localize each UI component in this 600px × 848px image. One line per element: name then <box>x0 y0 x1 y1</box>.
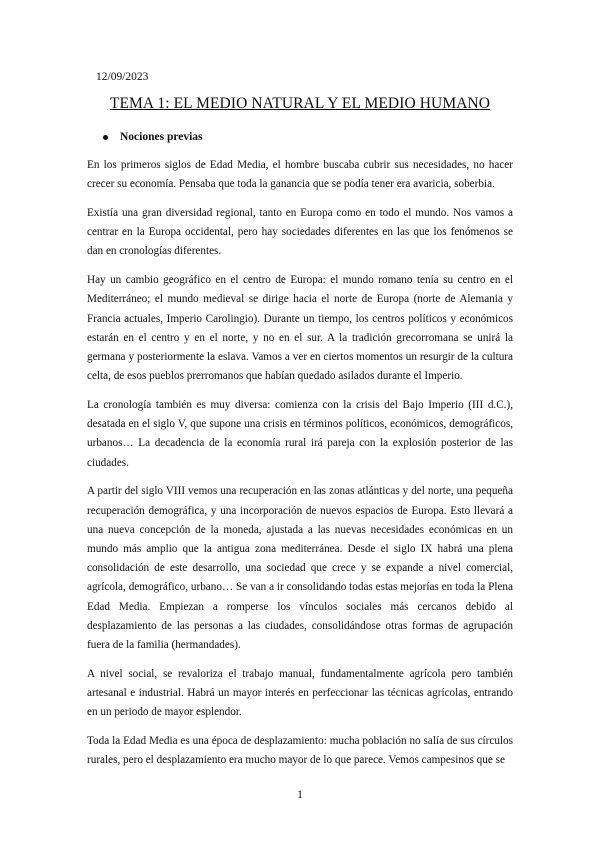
paragraph: Hay un cambio geográfico en el centro de Europa: el mundo romano tenía su centro en el Mediterráneo; el mundo medieval se dirige hacia el norte de Europa (norte de Alemania y Francia actuales, Imperio Carolingio). Durante un tiempo, los centros políticos y económicos estarán en el centro y en el norte, y no en el sur. A la tradición grecorromana se unirá la germana y posteriormente la eslava. Vamos a ver en ciertos momentos un resurgir de la cultura celta, de esos pueblos prerromanos que habían quedado asilados durante el Imperio. <box>87 274 513 383</box>
paragraph: Existía una gran diversidad regional, tanto en Europa como en todo el mundo. Nos vamos a centrar en la Europa occidental, pero hay sociedades diferentes en las que los fenómenos se dan en cronologías diferentes. <box>87 207 513 258</box>
page-title: TEMA 1: EL MEDIO NATURAL Y EL MEDIO HUMANO <box>109 95 491 112</box>
page-number: 1 <box>297 787 303 801</box>
paragraph: La cronología también es muy diversa: comienza con la crisis del Bajo Imperio (III d.C.), desatada en el siglo V, que supone una crisis en términos políticos, económicos, demográficos, urbanos… La decadencia de la economía rural irá pareja con la explosión posterior de las ciudades. <box>87 399 513 469</box>
section-heading-label: Nociones previas <box>120 131 203 143</box>
paragraph: A partir del siglo VIII vemos una recuperación en las zonas atlánticas y del norte, una pequeña recuperación demográfica, y una incorporación de nuevos espacios de Europa. Esto llevará a una nueva concepción de la moneda, ajustada a las nuevas necesidades económicas en un mundo más amplio que la antigua zona mediterránea. Desde el siglo IX habrá una plena consolidación de este desarrollo, una sociedad que crece y se expande a nivel comercial, agrícola, demográfico, urbano… Se van a ir consolidando todas estas mejorías en toda la Plena Edad Media. Empiezan a romperse los vínculos sociales más cercanos debido al desplazamiento de las personas a las ciudades, consolidándose otras formas de agrupación fuera de la familia (hermandades). <box>87 485 513 652</box>
document-date: 12/09/2023 <box>96 71 149 83</box>
paragraph: Toda la Edad Media es una época de desplazamiento: mucha población no salía de sus círculos rurales, pero el desplazamiento era mucho mayor de lo que parece. Vemos campesinos que se <box>87 735 513 767</box>
section-heading <box>103 131 203 143</box>
bullet-icon <box>103 135 108 140</box>
document-body <box>87 156 513 780</box>
paragraph: A nivel social, se revaloriza el trabajo manual, fundamentalmente agrícola pero también artesanal e industrial. Habrá un mayor interés en perfeccionar las técnicas agrícolas, entrando en un periodo de mayor esplendor. <box>87 667 513 719</box>
paragraph: En los primeros siglos de Edad Media, el hombre buscaba cubrir sus necesidades, no hacer crecer su economía. Pensaba que toda la ganancia que se podía tener era avaricia, soberbia. <box>87 159 513 191</box>
